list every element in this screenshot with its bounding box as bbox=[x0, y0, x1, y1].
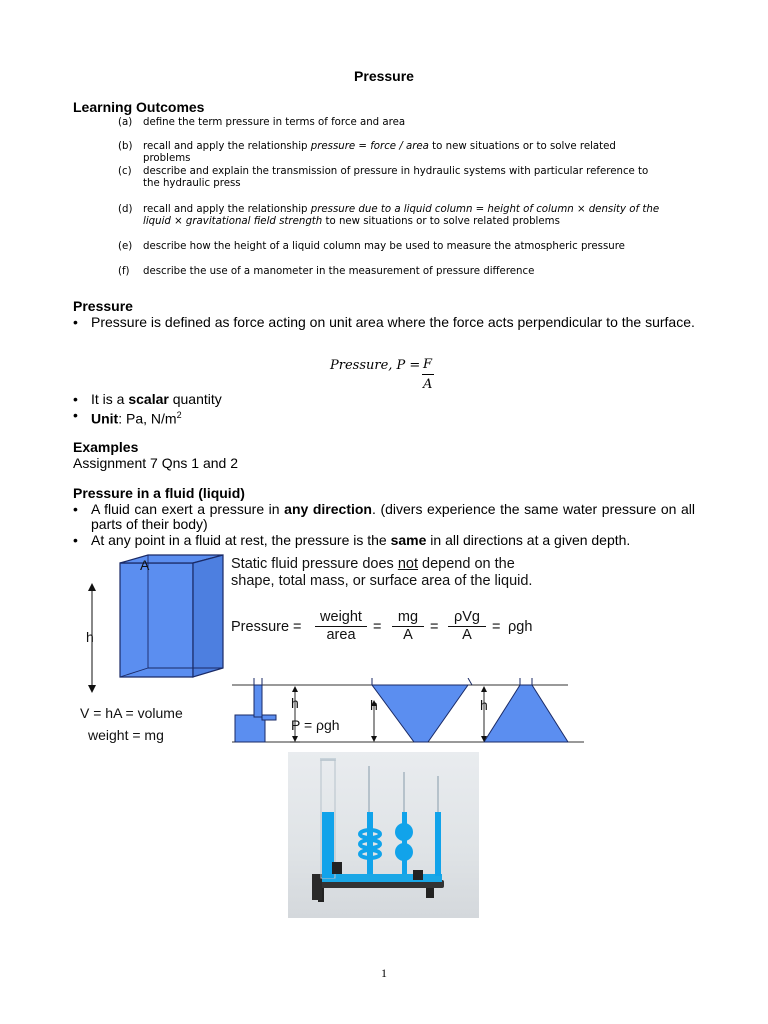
fraction-mg-a: mg A bbox=[392, 609, 424, 643]
learning-outcomes-heading: Learning Outcomes bbox=[73, 99, 205, 115]
volume-label: V = hA = volume bbox=[80, 705, 183, 721]
fluid-heading: Pressure in a fluid (liquid) bbox=[73, 485, 245, 501]
pressure-formula: Pressure, P = F A bbox=[330, 357, 433, 392]
vessel-tube bbox=[235, 678, 276, 742]
fraction-rhovg-a: ρVg A bbox=[448, 609, 486, 643]
vessel-height-label-3: h bbox=[480, 697, 488, 713]
fraction-weight-area: weight area bbox=[315, 609, 367, 643]
glass-vessels-photo bbox=[288, 752, 479, 918]
box-height-label: h bbox=[86, 629, 94, 645]
equation-lhs: Pressure = bbox=[231, 619, 302, 635]
equation-rhs: ρgh bbox=[508, 619, 533, 635]
vessel-pressure-label: P = ρgh bbox=[291, 717, 340, 733]
vessels-diagram bbox=[232, 678, 588, 746]
page-title: Pressure bbox=[354, 68, 414, 84]
page-number: 1 bbox=[381, 966, 387, 980]
weight-label: weight = mg bbox=[88, 727, 164, 743]
static-pressure-statement: Static fluid pressure does not depend on the shape, total mass, or surface area of the liquid. bbox=[231, 556, 533, 589]
liquid-column-box bbox=[120, 555, 223, 677]
box-top-label: A bbox=[140, 557, 150, 573]
vessel-height-label-1: h bbox=[291, 695, 299, 711]
examples-text: Assignment 7 Qns 1 and 2 bbox=[73, 455, 238, 471]
glass-vessels-illustration bbox=[288, 752, 479, 918]
vessel-height-label-2: h bbox=[370, 697, 378, 713]
examples-heading: Examples bbox=[73, 439, 139, 455]
pressure-heading: Pressure bbox=[73, 298, 133, 314]
document-page: Pressure Learning Outcomes (a) define the term pressure in terms of force and area (b) recall and apply the relationship pressure = force / area to new situations or to solve related problems (c) describe and explain the transmission of pressure in hydraulic systems with particular reference to the hydraulic press (d) recall and apply the relationship pressure due to a liquid column = height of column × density of the liquid × gravitational field strength to new situations or to solve related problems (e) describe how the height of a liquid column may be used to measure the atmospheric pressure (f) describe the use of a manometer in the measurement of pressure difference Pressure • Pressure is defined as force acting on unit area where the force acts perpendicular to the surface. Pressure, P = F A • It is a scalar quantity • Unit: Pa, $N/m^2$ Examples Assignment 7 Qns 1 and 2 Pressure in a fluid (liquid) • A fluid can exert a pressure in any direction. (divers experience the same water pressure on all parts of their body) • At any point in a fluid at rest, the pressure is the same in all directions at a given depth. A h V = hA = volume weight = mg Static fluid pressure does not depend on the shape, total mass, or surface area of the liquid. Pressure = weight area = mg A = ρVg A = ρgh h P = ρgh h h 1 bbox=[0, 0, 768, 1024]
bullet-dot: • bbox=[73, 314, 78, 330]
